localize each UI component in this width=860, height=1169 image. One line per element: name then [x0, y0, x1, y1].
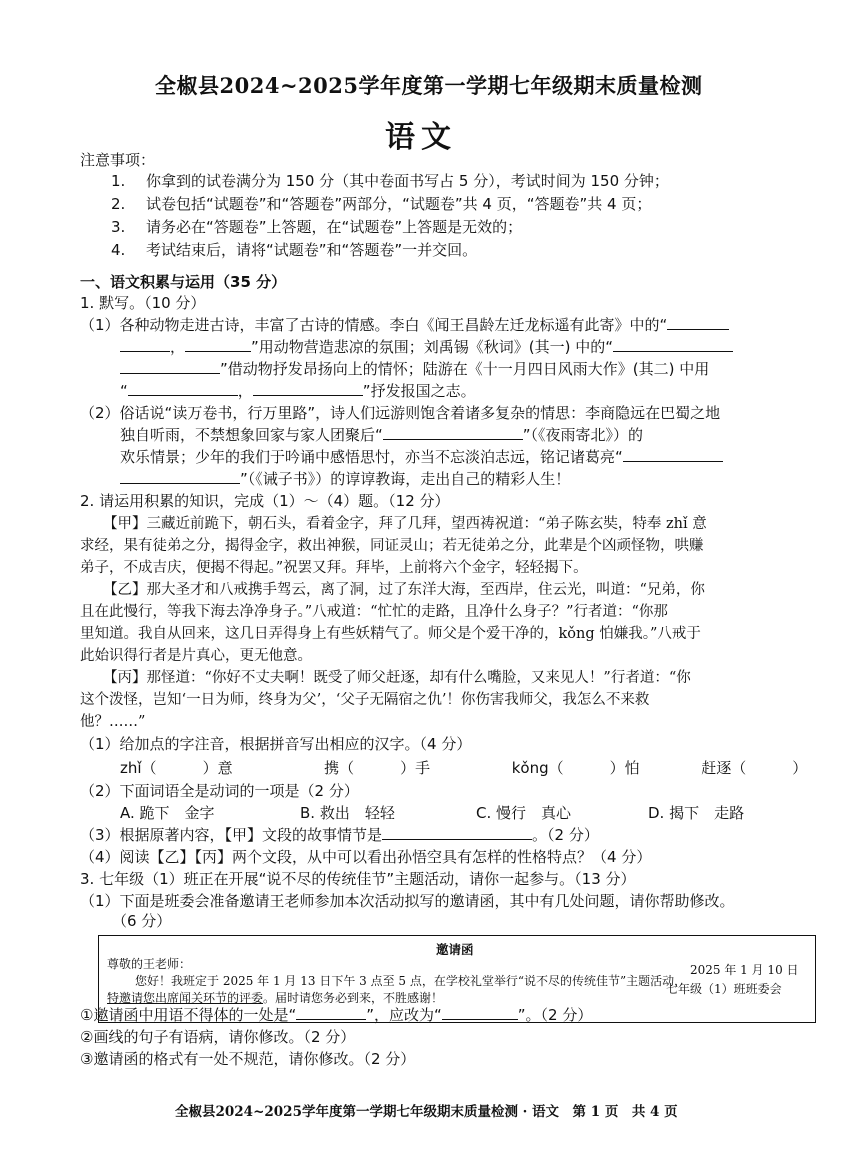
passage-bing-line1: 【丙】那怪道：“你好不丈夫啊！既受了师父赶逐，却有什么嘴脸，又来见人！”行者道：“你: [103, 670, 691, 686]
q1-p1-line4: “ ， ”抒发报国之志。: [120, 382, 476, 400]
note-num-3: 3.: [111, 218, 126, 236]
passage-yi-line4: 此始识得行者是片真心，更无他意。: [80, 648, 312, 664]
note-num-2: 2.: [111, 195, 126, 213]
q1-p2-line3: 欢乐情景；少年的我们于吟诵中感悟思忖，亦当不忘淡泊志远，铭记诸葛亮“: [120, 447, 723, 467]
passage-yi-line3: 里知道。我自从回来，这几日弄得身上有些妖精气了。师父是个爱干净的，kǒng 怕嫌我。”八戒于: [80, 626, 701, 642]
q1-label: 1. 默写。（10 分）: [80, 294, 206, 312]
passage-jia-line2: 求经，果有徒弟之分，揭得金字，救出神猴，同证灵山；若无徒弟之分，此辈是个凶顽怪物，哄赚: [80, 538, 704, 554]
q2-option-a[interactable]: A. 跪下 金字: [120, 804, 215, 822]
exam-title: 全椒县2024~2025学年度第一学期七年级期末质量检测: [155, 73, 703, 98]
note-item-3: 请务必在“答题卷”上答题，在“试题卷”上答题是无效的；: [146, 218, 523, 236]
note-num-1: 1.: [111, 172, 126, 190]
answer-blank[interactable]: [120, 359, 220, 374]
q2-sub2: （2）下面词语全是动词的一项是（2 分）: [80, 782, 359, 800]
subject-title: 语文: [385, 120, 457, 155]
invitation-greeting: 尊敬的王老师：: [107, 957, 192, 971]
section1-heading: 一、语文积累与运用（35 分）: [80, 273, 287, 291]
q1-p1-line2: ， ”用动物营造悲凉的氛围；刘禹锡《秋词》(其一) 中的“: [120, 337, 733, 357]
q1-p1-line3: ”借动物抒发昂扬向上的情怀；陆游在《十一月四日风雨大作》(其二) 中用: [120, 359, 709, 379]
q2-sub1: （1）给加点的字注音，根据拼音写出相应的汉字。（4 分）: [80, 735, 472, 753]
invitation-signature: 七年级（1）班班委会: [666, 982, 782, 996]
q3-c3: ③邀请函的格式有一处不规范，请你修改。（2 分）: [80, 1050, 416, 1068]
passage-jia-line3: 弟子，不成吉庆，便揭不得起。”祝罢又拜。拜毕，上前将六个金字，轻轻揭下。: [80, 560, 588, 576]
passage-yi-line2: 且在此慢行，等我下海去净净身子。”八戒道：“忙忙的走路，且净什么身子？”行者道：“你那: [80, 604, 668, 620]
answer-blank[interactable]: [623, 447, 723, 462]
q2-option-c[interactable]: C. 慢行 真心: [476, 804, 572, 822]
passage-yi-line1: 【乙】那大圣才和八戒携手驾云，离了洞，过了东洋大海，至西岸，住云光，叫道：“兄弟，你: [103, 582, 705, 598]
q3-sub1-line2: （6 分）: [112, 912, 172, 930]
answer-blank[interactable]: [667, 315, 729, 330]
q2-sub1-items: zhǐ（ ）意 携（ ）手 kǒng（ ）怕 赶逐（ ）: [120, 759, 808, 777]
notes-heading: 注意事项：: [80, 151, 156, 169]
q3-c1: ①邀请函中用语不得体的一处是“ ”，应改为“ ”。（2 分）: [80, 1006, 593, 1024]
q1-p2-line4: ”（《诫子书》）的谆谆教诲，走出自己的精彩人生！: [120, 469, 570, 489]
q1-p2-line1: （2）俗话说“读万卷书，行万里路”，诗人们远游则饱含着诸多复杂的情思：李商隐远在巴蜀之地: [80, 404, 721, 422]
answer-blank[interactable]: [613, 337, 733, 352]
passage-jia-line1: 【甲】三藏近前跪下，朝石头，看着金字，拜了几拜，望西祷祝道：“弟子陈玄奘，特奉 zhǐ 意: [103, 516, 707, 532]
q3-label: 3. 七年级（1）班正在开展“说不尽的传统佳节”主题活动，请你一起参与。（13 分）: [80, 870, 636, 888]
q3-sub1-line1: （1）下面是班委会准备邀请王老师参加本次活动拟写的邀请函，其中有几处问题，请你帮助修改。: [80, 892, 735, 910]
answer-blank[interactable]: [296, 1005, 366, 1020]
q1-p1-line1: （1）各种动物走进古诗，丰富了古诗的情感。李白《闻王昌龄左迁龙标遥有此寄》中的“: [80, 315, 729, 335]
invitation-date: 2025 年 1 月 10 日: [690, 963, 799, 977]
q2-label: 2. 请运用积累的知识，完成（1）～（4）题。（12 分）: [80, 492, 450, 510]
invitation-body-line2: 特邀请您出席闻关环节的评委。届时请您务必到来，不胜感谢！: [107, 991, 444, 1005]
answer-blank[interactable]: [253, 381, 363, 396]
q2-sub4: （4）阅读【乙】【丙】两个文段，从中可以看出孙悟空具有怎样的性格特点？（4 分）: [80, 848, 652, 866]
answer-blank[interactable]: [383, 425, 523, 440]
invitation-title: 邀请函: [436, 942, 474, 957]
q2-option-b[interactable]: B. 救出 轻轻: [300, 804, 395, 822]
q3-c2: ②画线的句子有语病，请你修改。（2 分）: [80, 1028, 356, 1046]
note-item-4: 考试结束后，请将“试题卷”和“答题卷”一并交回。: [146, 241, 478, 259]
note-item-2: 试卷包括“试题卷”和“答题卷”两部分，“试题卷”共 4 页，“答题卷”共 4 页；: [146, 195, 652, 213]
invitation-body-line1: 您好！我班定于 2025 年 1 月 13 日下午 3 点至 5 点，在学校礼堂举行“说不尽的传统佳节”主题活动，: [135, 974, 687, 988]
answer-blank[interactable]: [128, 381, 238, 396]
underlined-sentence: 特邀请您出席闻关环节的评委: [107, 991, 264, 1005]
answer-blank[interactable]: [120, 337, 170, 352]
q2-option-d[interactable]: D. 揭下 走路: [648, 804, 745, 822]
answer-blank[interactable]: [442, 1005, 518, 1020]
answer-blank[interactable]: [185, 337, 251, 352]
note-item-1: 你拿到的试卷满分为 150 分（其中卷面书写占 5 分），考试时间为 150 分钟；: [146, 172, 669, 190]
page-footer: 全椒县2024~2025学年度第一学期七年级期末质量检测 · 语文 第 1 页 共 4 页: [175, 1104, 678, 1120]
q2-sub3: （3）根据原著内容，【甲】文段的故事情节是 。（2 分）: [80, 826, 599, 844]
answer-blank[interactable]: [120, 469, 240, 484]
passage-bing-line2: 这个泼怪，岂知‘一日为师，终身为父’，‘父子无隔宿之仇’！你伤害我师父，我怎么不来救: [80, 692, 650, 708]
passage-bing-line3: 他？……”: [80, 714, 146, 730]
answer-blank[interactable]: [382, 825, 532, 840]
q1-p2-line2: 独自听雨，不禁想象回家与家人团聚后“ ”（《夜雨寄北》）的: [120, 426, 644, 444]
note-num-4: 4.: [111, 241, 126, 259]
